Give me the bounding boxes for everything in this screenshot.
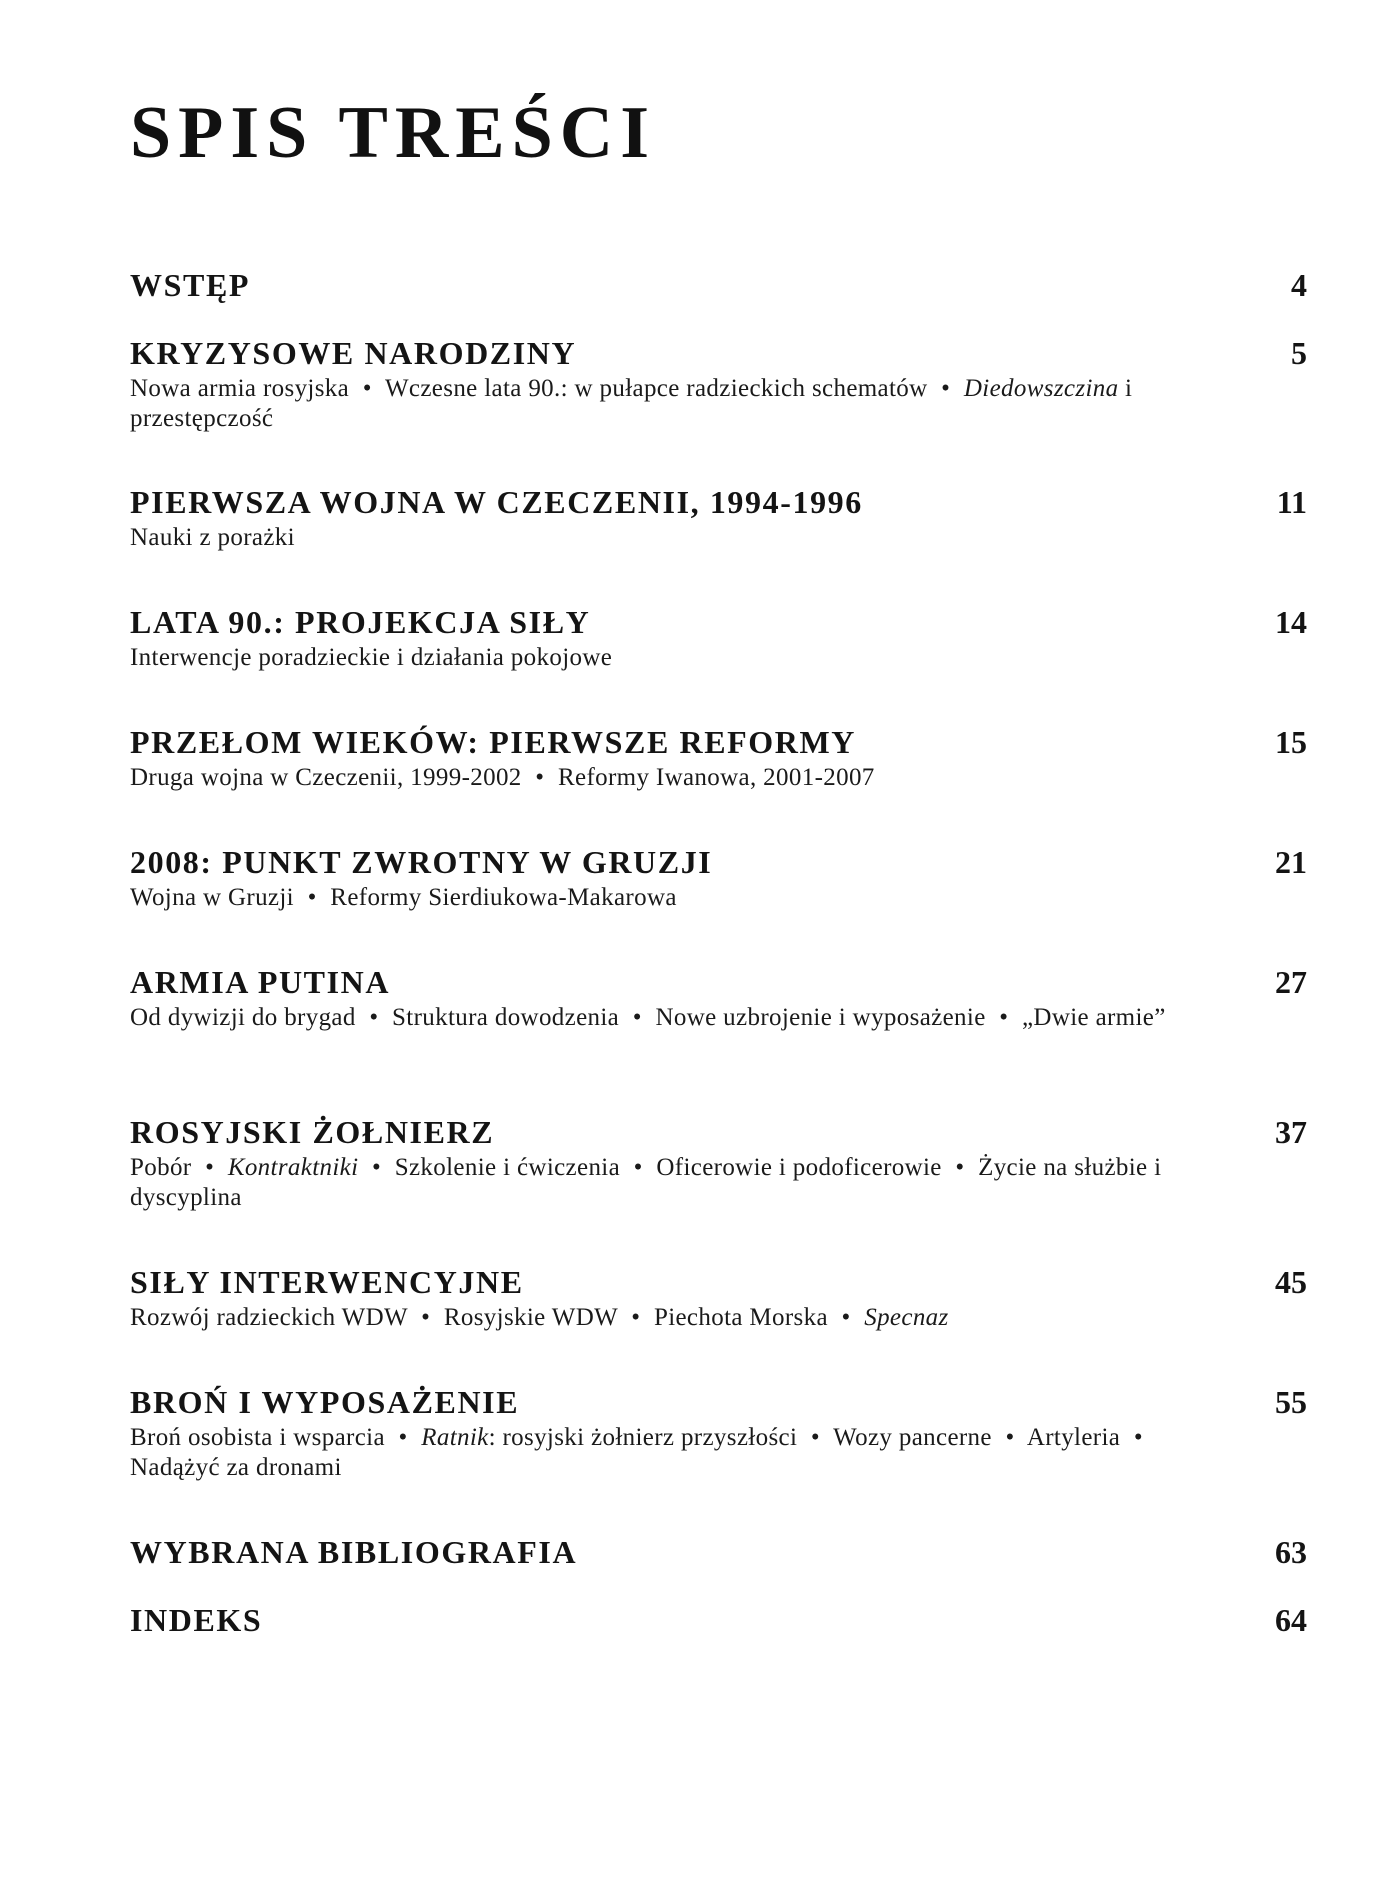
toc-entry-punkt-zwrotny[interactable] [130, 842, 1307, 913]
toc-subtopic: Artyleria [1026, 1424, 1121, 1451]
bullet-separator: • [941, 375, 951, 402]
toc-entry-sily-interwencyjne[interactable] [130, 1262, 1307, 1333]
bullet-separator: • [362, 375, 372, 402]
toc-entry-indeks[interactable] [130, 1600, 1307, 1640]
toc-entry-page-number: 15 [1275, 724, 1307, 760]
toc-entry-subtopics [130, 1303, 1210, 1333]
toc-entry-page-number: 64 [1275, 1602, 1307, 1638]
toc-subtopic: Pobór [130, 1154, 192, 1181]
toc-entry-page-number: 4 [1291, 267, 1307, 303]
toc-subtopic: Specnaz [864, 1304, 949, 1331]
toc-subtopic: Wczesne lata 90.: w pułapce radzieckich schematów [384, 375, 928, 402]
toc-subtopic: Nowe uzbrojenie i wyposażenie [655, 1004, 986, 1031]
toc-entry-bron-i-wyposazenie[interactable] [130, 1382, 1307, 1483]
toc-entry-wstep[interactable] [130, 265, 1307, 305]
toc-entry-wybrana-bibliografia[interactable] [130, 1532, 1307, 1572]
page-title: SPIS TREŚCI [130, 92, 657, 174]
bullet-separator: • [632, 1004, 642, 1031]
toc-entry-kryzysowe-narodziny[interactable] [130, 333, 1307, 434]
toc-subtopic: Struktura dowodzenia [392, 1004, 620, 1031]
toc-entry-page-number: 11 [1276, 484, 1307, 520]
toc-subtopic: Rosyjskie WDW [443, 1304, 618, 1331]
toc-entry-subtopics [130, 1423, 1210, 1483]
toc-subtopic: Reformy Iwanowa, 2001-2007 [557, 764, 875, 791]
toc-subtopic: Nowa armia rosyjska [130, 375, 350, 402]
bullet-separator: • [955, 1154, 965, 1181]
table-of-contents [130, 0, 1307, 1888]
toc-entry-subtopics [130, 374, 1210, 434]
bullet-separator: • [810, 1424, 820, 1451]
toc-entry-title: ROSYJSKI ŻOŁNIERZ [130, 1114, 495, 1150]
toc-subtopic: Oficerowie i podoficerowie [656, 1154, 942, 1181]
toc-subtopic: „Dwie armie” [1021, 1004, 1166, 1031]
toc-entry-title: KRYZYSOWE NARODZINY [130, 335, 577, 371]
toc-subtopic: Druga wojna w Czeczenii, 1999-2002 [130, 764, 522, 791]
toc-subtopic: Życie na służbie i dyscyplina [130, 1154, 1162, 1211]
toc-entry-rosyjski-zolnierz[interactable] [130, 1112, 1307, 1213]
bullet-separator: • [205, 1154, 215, 1181]
toc-entry-title: PRZEŁOM WIEKÓW: PIERWSZE REFORMY [130, 724, 856, 760]
toc-entry-title: LATA 90.: PROJEKCJA SIŁY [130, 604, 591, 640]
toc-entry-page-number: 63 [1275, 1534, 1307, 1570]
toc-subtopic: Wojna w Gruzji [130, 884, 294, 911]
toc-subtopic: Rozwój radzieckich WDW [130, 1304, 408, 1331]
toc-entry-armia-putina[interactable] [130, 962, 1307, 1033]
toc-subtopic: Szkolenie i ćwiczenia [394, 1154, 621, 1181]
toc-entry-page-number: 37 [1275, 1114, 1307, 1150]
toc-entry-title: BROŃ I WYPOSAŻENIE [130, 1384, 520, 1420]
toc-entry-title: INDEKS [130, 1602, 263, 1638]
toc-entry-page-number: 55 [1275, 1384, 1307, 1420]
toc-entry-subtopics [130, 763, 1210, 793]
toc-subtopic: Ratnik: rosyjski żołnierz przyszłości [421, 1424, 798, 1451]
toc-entry-przelom-wiekow[interactable] [130, 722, 1307, 793]
bullet-separator: • [841, 1304, 851, 1331]
toc-entry-page-number: 21 [1275, 844, 1307, 880]
toc-subtopic: Wozy pancerne [833, 1424, 992, 1451]
toc-entry-title: ARMIA PUTINA [130, 964, 391, 1000]
toc-entry-pierwsza-wojna[interactable] [130, 482, 1307, 553]
toc-subtopic: Reformy Sierdiukowa-Makarowa [330, 884, 677, 911]
bullet-separator: • [999, 1004, 1009, 1031]
bullet-separator: • [421, 1304, 431, 1331]
toc-entry-subtopics [130, 1003, 1210, 1033]
toc-entry-subtopics [130, 883, 1210, 913]
bullet-separator: • [369, 1004, 379, 1031]
toc-subtopic: Nadążyć za dronami [130, 1454, 342, 1481]
bullet-separator: • [1133, 1424, 1143, 1451]
toc-entry-title: SIŁY INTERWENCYJNE [130, 1264, 524, 1300]
toc-subtopic: Nauki z porażki [130, 524, 295, 551]
toc-subtopic: Piechota Morska [653, 1304, 828, 1331]
bullet-separator: • [633, 1154, 643, 1181]
toc-entry-page-number: 27 [1275, 964, 1307, 1000]
bullet-separator: • [398, 1424, 408, 1451]
toc-entry-title: WSTĘP [130, 267, 251, 303]
bullet-separator: • [372, 1154, 382, 1181]
toc-subtopic: Broń osobista i wsparcia [130, 1424, 385, 1451]
bullet-separator: • [631, 1304, 641, 1331]
bullet-separator: • [535, 764, 545, 791]
toc-entry-page-number: 14 [1275, 604, 1307, 640]
toc-entry-subtopics [130, 1153, 1210, 1213]
bullet-separator: • [1005, 1424, 1015, 1451]
toc-subtopic: Od dywizji do brygad [130, 1004, 356, 1031]
toc-entry-subtopics [130, 643, 1210, 673]
toc-entry-page-number: 45 [1275, 1264, 1307, 1300]
toc-entry-subtopics [130, 523, 1210, 553]
toc-entry-lata-90[interactable] [130, 602, 1307, 673]
toc-entry-title: 2008: PUNKT ZWROTNY W GRUZJI [130, 844, 713, 880]
toc-entry-title: PIERWSZA WOJNA W CZECZENII, 1994-1996 [130, 484, 863, 520]
toc-subtopic: Interwencje poradzieckie i działania pokojowe [130, 644, 613, 671]
bullet-separator: • [307, 884, 317, 911]
toc-entry-page-number: 5 [1291, 335, 1307, 371]
toc-subtopic: Diedowszczina i przestępczość [130, 375, 1133, 432]
toc-entry-title: WYBRANA BIBLIOGRAFIA [130, 1534, 578, 1570]
toc-subtopic: Kontraktniki [227, 1154, 359, 1181]
